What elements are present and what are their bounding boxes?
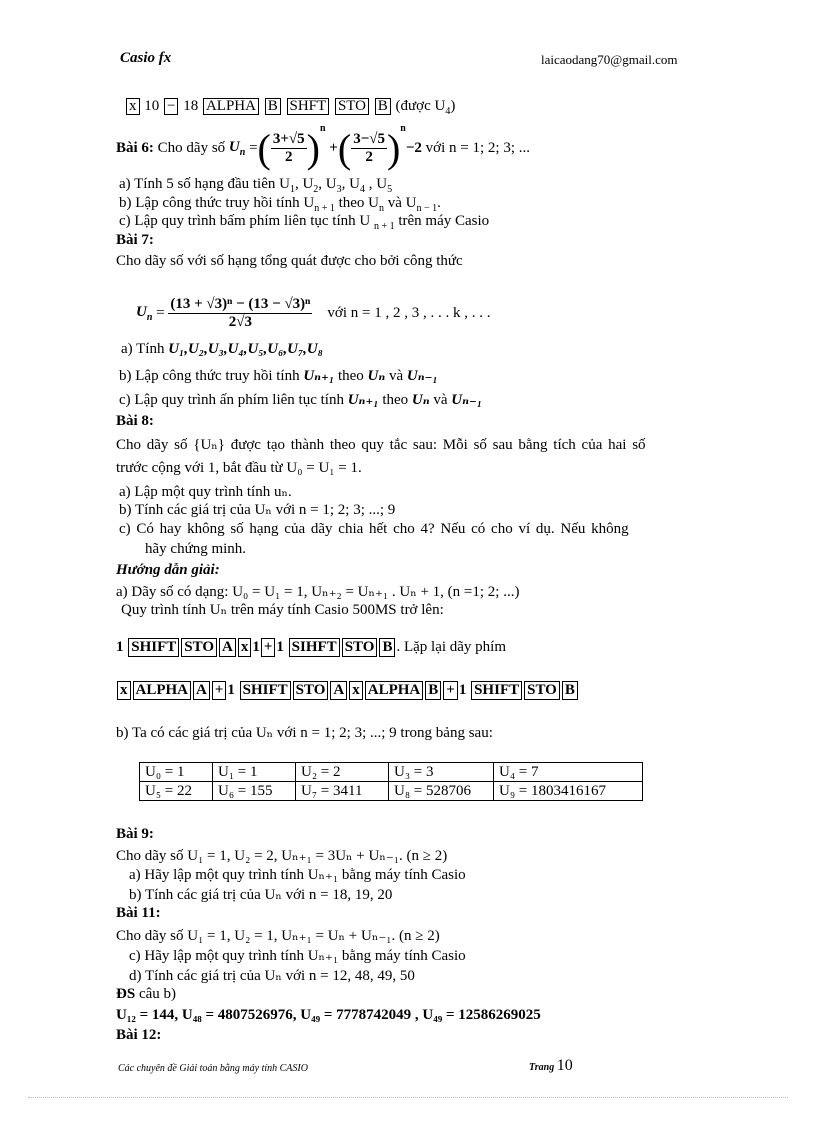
bai9-a: a) Hãy lập một quy trình tính Uₙ₊₁ bằng máy tính Casio xyxy=(129,867,466,883)
key-minus: − xyxy=(164,98,178,115)
bai11-c: c) Hãy lập một quy trình tính Uₙ₊₁ bằng máy tính Casio xyxy=(129,948,466,964)
bai8-c2: hãy chứng minh. xyxy=(145,541,247,557)
bai7-c: c) Lập quy trình ấn phím liên tục tính Uₙ₊₁ theo Uₙ và Uₙ₋₁ xyxy=(119,392,483,408)
key-sequence-3: x ALPHA A + 1 SHIFT STO A x ALPHA B + 1 SHIFT STO B xyxy=(116,681,579,700)
guide-line1: a) Dãy số có dạng: U₀ = U₁ = 1, Uₙ₊₂ = Uₙ₊₁ . Uₙ + 1, (n =1; 2; ...) xyxy=(116,584,520,600)
header-email: laicaodang70@gmail.com xyxy=(541,52,678,67)
bai6-label: Bài 6: xyxy=(116,139,154,156)
page-divider xyxy=(28,1097,788,1098)
bai12-label: Bài 12: xyxy=(116,1027,162,1043)
bai8-b: b) Tính các giá trị của Uₙ với n = 1; 2; 3; ...; 9 xyxy=(119,502,396,518)
bai7-a: a) Tính U₁,U₂,U₃,U₄,U₅,U₆,U₇,U₈ xyxy=(121,341,323,357)
key-alpha: ALPHA xyxy=(203,98,259,115)
table-row: U₅ = 22 U₆ = 155 U₇ = 3411 U₈ = 528706 U₉ = 1803416167 xyxy=(140,782,643,801)
key-b: B xyxy=(375,98,391,115)
text: 10 xyxy=(144,98,160,114)
bai8-c1: c) Có hay không số hạng của dãy chia hết cho 4? Nếu có cho ví dụ. Nếu không xyxy=(119,521,629,537)
text: 18 xyxy=(183,98,199,114)
bai7-formula: $U_n$ = $\frac{\text{(13 + √3)ⁿ − (13 − √3)ⁿ}}{2√3}$ với n = 1 , 2 , 3 , . . . k , . . . xyxy=(136,296,491,330)
bai8-intro2: trước cộng với 1, bắt đầu từ U₀ = U₁ = 1. xyxy=(116,460,362,476)
bai9-label: Bài 9: xyxy=(116,826,154,842)
bai6-a: a) Tính 5 số hạng đầu tiên $U_1$, $U_2$, $U_3$, $U_4$ , $U_5$ xyxy=(119,176,393,195)
key-sto: STO xyxy=(335,98,369,115)
bai7-label: Bài 7: xyxy=(116,232,154,248)
bai9-intro: Cho dãy số U₁ = 1, U₂ = 2, Uₙ₊₁ = 3Uₙ + Uₙ₋₁. (n ≥ 2) xyxy=(116,848,448,864)
bai9-b: b) Tính các giá trị của Uₙ với n = 18, 19, 20 xyxy=(129,887,393,903)
bai11-d: d) Tính các giá trị của Uₙ với n = 12, 48, 49, 50 xyxy=(129,968,415,984)
bai7-intro: Cho dãy số với số hạng tổng quát được cho bởi công thức xyxy=(116,253,463,269)
bai6-formula: Bài 6: Cho dãy số $U_n$ = ( $\frac{3+√5}{2}$ ) $^n$ + ( $\frac{3-√5}{2}$ ) $^n$ −2 với n = 1; 2; 3; ... xyxy=(116,123,530,171)
bai6-c: c) Lập quy trình bấm phím liên tục tính U $_{n + 1}$ trên máy Casio xyxy=(119,213,490,232)
guide-line2: Quy trình tính Uₙ trên máy tính Casio 500MS trở lên: xyxy=(121,602,444,618)
bai7-b: b) Lập công thức truy hồi tính Uₙ₊₁ theo Uₙ và Uₙ₋₁ xyxy=(119,368,438,384)
bai6-text: Cho dãy số xyxy=(157,139,226,156)
page-number: 10 xyxy=(556,1057,573,1074)
bai6-b: b) Lập công thức truy hồi tính $U_{n + 1}$ theo $U_n$ và $U_{n - 1}$. xyxy=(119,195,441,214)
guide-heading: Hướng dẫn giải: xyxy=(116,562,220,578)
bai8-label: Bài 8: xyxy=(116,413,154,429)
key-sequence-2: 1 SHIFT STO A x 1 + 1 SIHFT STO B . Lặp lại dãy phím xyxy=(116,639,507,655)
guide-line3: b) Ta có các giá trị của Uₙ với n = 1; 2; 3; ...; 9 trong bảng sau: xyxy=(116,725,493,741)
key-b: B xyxy=(265,98,281,115)
bai8-intro1: Cho dãy số {Uₙ} được tạo thành theo quy tắc sau: Mỗi số sau bằng tích của hai số xyxy=(116,437,646,453)
key-sequence-1 xyxy=(125,98,455,117)
bai11-label: Bài 11: xyxy=(116,905,161,921)
header-title: Casio fx xyxy=(120,50,172,66)
note: (được $U_4$) xyxy=(395,98,456,117)
key-x: x xyxy=(126,98,140,115)
table-row: U₀ = 1 U₁ = 1 U₂ = 2 U₃ = 3 U₄ = 7 xyxy=(140,763,643,782)
footer-title: Các chuyên đề Giải toán bằng máy tính CASIO xyxy=(118,1063,308,1074)
formula-u: $U_n$ xyxy=(228,138,246,158)
key-shift: SHFT xyxy=(287,98,330,115)
bai11-ds: ĐS câu b) xyxy=(116,986,176,1002)
bai11-result: U₁₂ = 144, U₄₈ = 4807526976, U₄₉ = 7778742049 , U₄₉ = 12586269025 xyxy=(116,1007,541,1023)
values-table xyxy=(139,762,643,801)
bai8-a: a) Lập một quy trình tính uₙ. xyxy=(119,484,292,500)
bai11-intro: Cho dãy số U₁ = 1, U₂ = 1, Uₙ₊₁ = Uₙ + Uₙ₋₁. (n ≥ 2) xyxy=(116,928,440,944)
footer-page: Trang 10 xyxy=(529,1057,573,1074)
